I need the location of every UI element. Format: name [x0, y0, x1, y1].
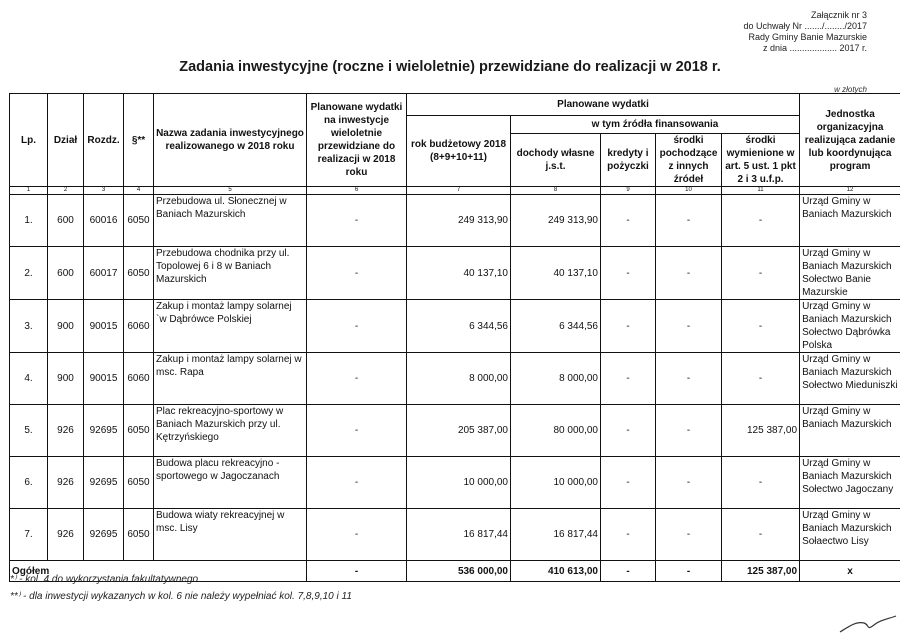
header-own-income: dochody własne j.s.t. — [511, 134, 601, 187]
table-row — [10, 457, 900, 509]
cell-org-unit: Urząd Gminy w Baniach Mazurskich Sołectwo Jagoczany — [800, 457, 900, 509]
column-number: 12 — [800, 187, 900, 195]
annex-header — [743, 10, 867, 54]
header-lp: Lp. — [10, 94, 48, 187]
cell-art5-funds: - — [722, 300, 800, 353]
column-number: 9 — [601, 187, 656, 195]
cell-paragraph: 6060 — [124, 300, 154, 353]
cell-task-name: Budowa placu rekreacyjno - sportowego w Jagoczanach — [154, 457, 307, 509]
investment-table — [9, 93, 900, 582]
page-title: Zadania inwestycyjne (roczne i wieloletnie) przewidziane do realizacji w 2018 r. — [179, 59, 721, 75]
cell-budget-year: 10 000,00 — [407, 457, 511, 509]
cell-task-name: Zakup i montaż lampy solarnej w msc. Rapa — [154, 353, 307, 405]
cell-paragraph: 6060 — [124, 353, 154, 405]
cell-credits: - — [601, 247, 656, 300]
cell-other-sources: - — [656, 195, 722, 247]
cell-other-sources: - — [656, 353, 722, 405]
table-row — [10, 405, 900, 457]
column-number: 11 — [722, 187, 800, 195]
total-credits: - — [601, 561, 656, 582]
cell-paragraph: 6050 — [124, 509, 154, 561]
signature-mark — [838, 613, 898, 633]
cell-task-name: Przebudowa chodnika przy ul. Topolowej 6 i 8 w Baniach Mazurskich — [154, 247, 307, 300]
cell-lp: 5. — [10, 405, 48, 457]
cell-lp: 3. — [10, 300, 48, 353]
cell-paragraph: 6050 — [124, 457, 154, 509]
cell-budget-year: 40 137,10 — [407, 247, 511, 300]
cell-org-unit: Urząd Gminy w Baniach Mazurskich Sołaectwo Lisy — [800, 509, 900, 561]
footnote-2: **⁾ - dla inwestycji wykazanych w kol. 6 nie należy wypełniać kol. 7,8,9,10 i 11 — [10, 591, 352, 602]
header-other-sources: środki pochodzące z innych źródeł — [656, 134, 722, 187]
currency-unit: w złotych — [834, 85, 867, 94]
column-number: 8 — [511, 187, 601, 195]
cell-rozdz: 90015 — [84, 353, 124, 405]
cell-other-sources: - — [656, 300, 722, 353]
annex-council: Rady Gminy Banie Mazurskie — [748, 32, 867, 42]
table-row — [10, 353, 900, 405]
cell-dzial: 926 — [48, 405, 84, 457]
header-paragraph: §** — [124, 94, 154, 187]
cell-credits: - — [601, 509, 656, 561]
cell-own-income: 6 344,56 — [511, 300, 601, 353]
cell-budget-year: 249 313,90 — [407, 195, 511, 247]
footnotes — [10, 571, 352, 605]
header-planned-multiyear: Planowane wydatki na inwestycje wieloletnie przewidziane do realizacji w 2018 roku — [307, 94, 407, 187]
cell-credits: - — [601, 353, 656, 405]
cell-task-name: Zakup i montaż lampy solarnej `w Dąbrówce Polskiej — [154, 300, 307, 353]
column-number: 7 — [407, 187, 511, 195]
header-planned-expenses: Planowane wydatki — [407, 94, 800, 116]
total-label: Ogółem — [10, 561, 307, 582]
cell-rozdz: 92695 — [84, 405, 124, 457]
column-number: 6 — [307, 187, 407, 195]
cell-planned-multiyear: - — [307, 300, 407, 353]
cell-planned-multiyear: - — [307, 247, 407, 300]
cell-credits: - — [601, 405, 656, 457]
cell-other-sources: - — [656, 405, 722, 457]
column-number: 4 — [124, 187, 154, 195]
cell-dzial: 600 — [48, 195, 84, 247]
cell-paragraph: 6050 — [124, 405, 154, 457]
cell-own-income: 8 000,00 — [511, 353, 601, 405]
total-org-unit: x — [800, 561, 900, 582]
cell-budget-year: 8 000,00 — [407, 353, 511, 405]
cell-credits: - — [601, 195, 656, 247]
cell-art5-funds: - — [722, 247, 800, 300]
cell-dzial: 900 — [48, 300, 84, 353]
cell-credits: - — [601, 457, 656, 509]
header-task-name: Nazwa zadania inwestycyjnego realizowanego w 2018 roku — [154, 94, 307, 187]
column-number: 2 — [48, 187, 84, 195]
cell-budget-year: 16 817,44 — [407, 509, 511, 561]
cell-org-unit: Urząd Gminy w Baniach Mazurskich Sołectwo Banie Mazurskie — [800, 247, 900, 300]
cell-other-sources: - — [656, 457, 722, 509]
header-art5-funds: środki wymienione w art. 5 ust. 1 pkt 2 i 3 u.f.p. — [722, 134, 800, 187]
cell-lp: 6. — [10, 457, 48, 509]
cell-dzial: 600 — [48, 247, 84, 300]
cell-own-income: 80 000,00 — [511, 405, 601, 457]
cell-paragraph: 6050 — [124, 195, 154, 247]
cell-own-income: 10 000,00 — [511, 457, 601, 509]
annex-number: Załącznik nr 3 — [810, 10, 867, 20]
total-other-sources: - — [656, 561, 722, 582]
total-own-income: 410 613,00 — [511, 561, 601, 582]
header-rozdz: Rozdz. — [84, 94, 124, 187]
column-number-row — [10, 187, 900, 195]
cell-org-unit: Urząd Gminy w Baniach Mazurskich Sołectwo Mieduniszki — [800, 353, 900, 405]
total-planned-multiyear: - — [307, 561, 407, 582]
header-org-unit: Jednostka organizacyjna realizująca zadanie lub koordynująca program — [800, 94, 900, 187]
cell-lp: 1. — [10, 195, 48, 247]
cell-task-name: Plac rekreacyjno-sportowy w Baniach Mazurskich przy ul. Kętrzyńskiego — [154, 405, 307, 457]
column-number: 10 — [656, 187, 722, 195]
table-row — [10, 300, 900, 353]
header-credits: kredyty i pożyczki — [601, 134, 656, 187]
table-row — [10, 195, 900, 247]
cell-other-sources: - — [656, 247, 722, 300]
cell-credits: - — [601, 300, 656, 353]
header-dzial: Dział — [48, 94, 84, 187]
annex-date: z dnia ................... 2017 r. — [762, 43, 867, 53]
cell-own-income: 249 313,90 — [511, 195, 601, 247]
cell-planned-multiyear: - — [307, 457, 407, 509]
annex-resolution: do Uchwały Nr ......./......../2017 — [743, 21, 867, 31]
cell-dzial: 900 — [48, 353, 84, 405]
column-number: 3 — [84, 187, 124, 195]
cell-lp: 4. — [10, 353, 48, 405]
cell-budget-year: 6 344,56 — [407, 300, 511, 353]
cell-other-sources: - — [656, 509, 722, 561]
cell-art5-funds: - — [722, 509, 800, 561]
cell-paragraph: 6050 — [124, 247, 154, 300]
table-row — [10, 247, 900, 300]
cell-rozdz: 60016 — [84, 195, 124, 247]
total-art5-funds: 125 387,00 — [722, 561, 800, 582]
cell-planned-multiyear: - — [307, 353, 407, 405]
header-budget-year: rok budżetowy 2018 (8+9+10+11) — [407, 116, 511, 187]
cell-org-unit: Urząd Gminy w Baniach Mazurskich — [800, 405, 900, 457]
cell-org-unit: Urząd Gminy w Baniach Mazurskich Sołectwo Dąbrówka Polska — [800, 300, 900, 353]
cell-task-name: Budowa wiaty rekreacyjnej w msc. Lisy — [154, 509, 307, 561]
cell-rozdz: 92695 — [84, 457, 124, 509]
cell-art5-funds: - — [722, 353, 800, 405]
header-funding-sources: w tym źródła finansowania — [511, 116, 800, 134]
cell-org-unit: Urząd Gminy w Baniach Mazurskich — [800, 195, 900, 247]
cell-budget-year: 205 387,00 — [407, 405, 511, 457]
total-budget-year: 536 000,00 — [407, 561, 511, 582]
cell-planned-multiyear: - — [307, 195, 407, 247]
footnote-1: *⁾ - kol. 4 do wykorzystania fakultatywnego — [10, 574, 199, 585]
cell-art5-funds: - — [722, 195, 800, 247]
cell-rozdz: 60017 — [84, 247, 124, 300]
cell-dzial: 926 — [48, 457, 84, 509]
cell-planned-multiyear: - — [307, 509, 407, 561]
cell-own-income: 16 817,44 — [511, 509, 601, 561]
cell-rozdz: 90015 — [84, 300, 124, 353]
cell-planned-multiyear: - — [307, 405, 407, 457]
cell-art5-funds: - — [722, 457, 800, 509]
cell-dzial: 926 — [48, 509, 84, 561]
column-number: 5 — [154, 187, 307, 195]
table-row — [10, 509, 900, 561]
cell-rozdz: 92695 — [84, 509, 124, 561]
cell-own-income: 40 137,10 — [511, 247, 601, 300]
cell-lp: 2. — [10, 247, 48, 300]
cell-task-name: Przebudowa ul. Słonecznej w Baniach Mazurskich — [154, 195, 307, 247]
column-number: 1 — [10, 187, 48, 195]
cell-lp: 7. — [10, 509, 48, 561]
cell-art5-funds: 125 387,00 — [722, 405, 800, 457]
